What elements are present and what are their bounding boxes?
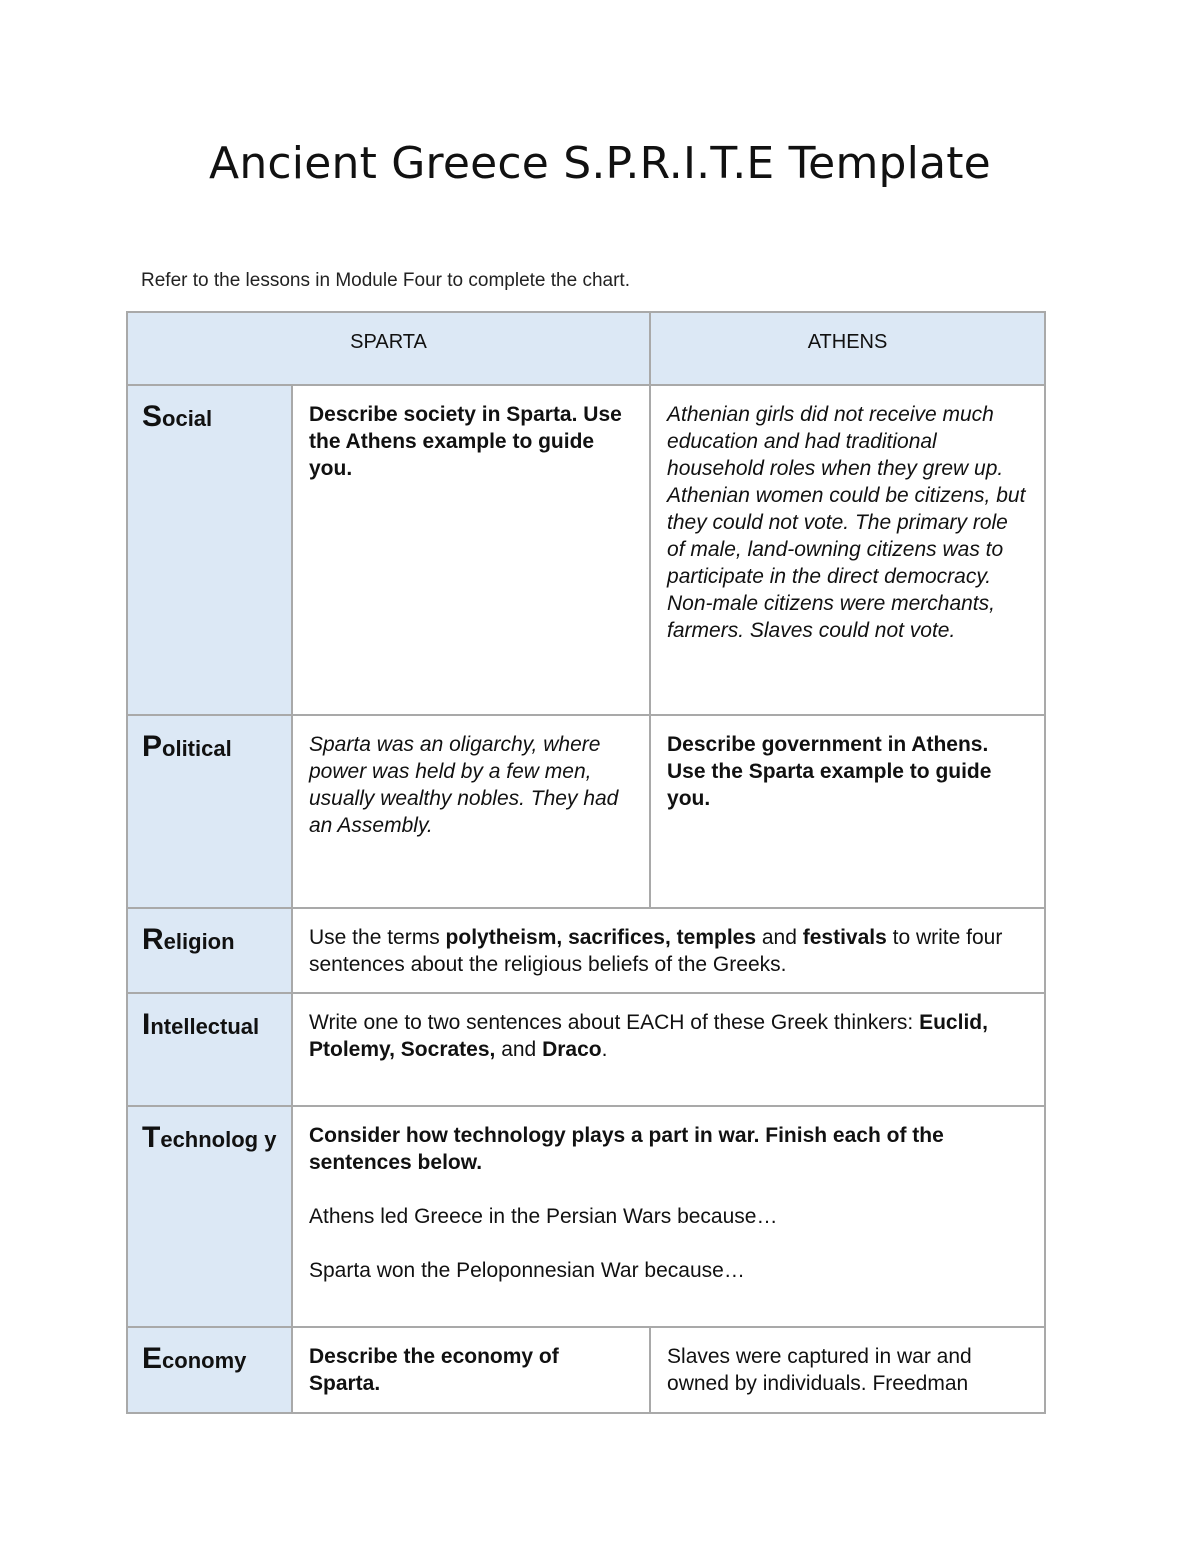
header-sparta: SPARTA: [127, 312, 650, 385]
row-label-economy: Economy: [127, 1327, 292, 1413]
row-label-intellectual: Intellectual: [127, 993, 292, 1106]
page-title: Ancient Greece S.P.R.I.T.E Template: [209, 138, 991, 189]
row-label-social: Social: [127, 385, 292, 715]
political-athens-cell[interactable]: Describe government in Athens. Use the Sparta example to guide you.: [650, 715, 1045, 908]
row-technology: [127, 1106, 1045, 1327]
social-sparta-cell[interactable]: Describe society in Sparta. Use the Athens example to guide you.: [292, 385, 650, 715]
sprite-chart: [126, 311, 1046, 1414]
intellectual-cell[interactable]: Write one to two sentences about EACH of these Greek thinkers: Euclid, Ptolemy, Socrates, and Draco.: [292, 993, 1045, 1106]
row-label-technology: Technolog y: [127, 1106, 292, 1327]
row-label-political: Political: [127, 715, 292, 908]
technology-prompt: Consider how technology plays a part in war. Finish each of the sentences below.: [309, 1124, 944, 1174]
row-social: [127, 385, 1045, 715]
row-economy: [127, 1327, 1045, 1413]
economy-athens-cell[interactable]: Slaves were captured in war and owned by individuals. Freedman: [650, 1327, 1045, 1413]
row-religion: [127, 908, 1045, 993]
row-intellectual: [127, 993, 1045, 1106]
religion-cell[interactable]: Use the terms polytheism, sacrifices, temples and festivals to write four sentences about the religious beliefs of the Greeks.: [292, 908, 1045, 993]
technology-line-sparta: Sparta won the Peloponnesian War because…: [309, 1259, 745, 1282]
social-athens-cell[interactable]: Athenian girls did not receive much education and had traditional household roles when they grew up. Athenian women could be citizens, but they could not vote. The primary role of male, land-owning citizens was to participate in the direct democracy. Non-male citizens were merchants, farmers. Slaves could not vote.: [650, 385, 1045, 715]
row-label-religion: Religion: [127, 908, 292, 993]
instructions: Refer to the lessons in Module Four to complete the chart.: [141, 270, 630, 291]
technology-line-athens: Athens led Greece in the Persian Wars because…: [309, 1205, 778, 1228]
row-political: [127, 715, 1045, 908]
header-athens: ATHENS: [650, 312, 1045, 385]
header-row: [127, 312, 1045, 385]
technology-cell[interactable]: [292, 1106, 1045, 1327]
economy-sparta-cell[interactable]: Describe the economy of Sparta.: [292, 1327, 650, 1413]
political-sparta-cell[interactable]: Sparta was an oligarchy, where power was held by a few men, usually wealthy nobles. They had an Assembly.: [292, 715, 650, 908]
